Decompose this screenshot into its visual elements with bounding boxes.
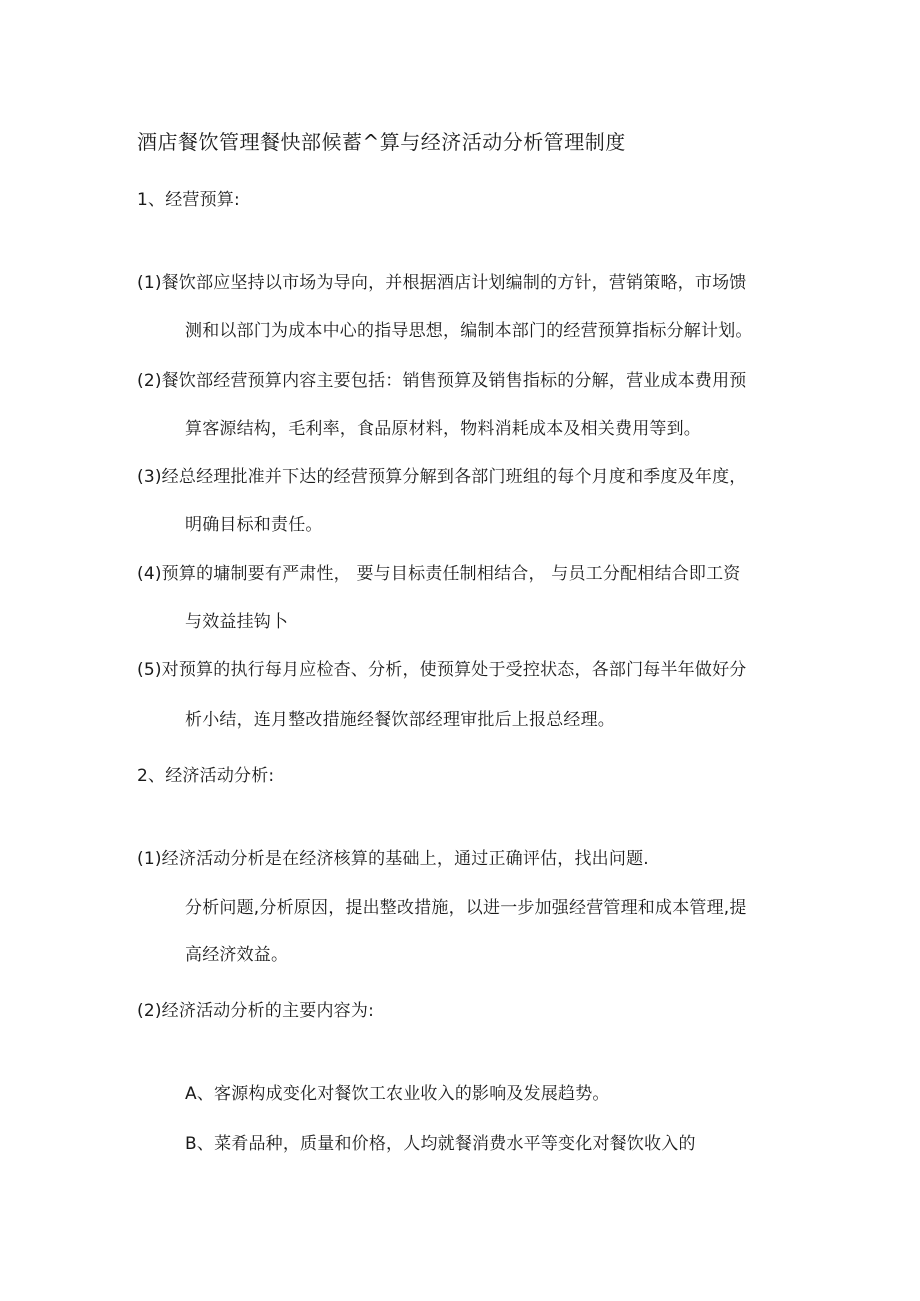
section-heading-budget: 1、经营预算: (137, 190, 240, 210)
paragraph-line: 高经济效益。 (185, 945, 289, 965)
paragraph-line: 分析问题,分析原因，提出整改措施，以进一步加强经营管理和成本管理,提 (185, 898, 747, 918)
list-item: A、客源构成变化对餐饮工农业收入的影响及发展趋势。 (185, 1084, 610, 1104)
list-item: B、菜肴品种，质量和价格，人均就餐消费水平等变化对餐饮收入的 (185, 1134, 696, 1154)
paragraph-line: (1)餐饮部应坚持以市场为导向，并根据酒店计划编制的方针，营销策略，市场馈 (137, 273, 747, 293)
section-heading-analysis: 2、经济活动分析: (137, 766, 275, 786)
paragraph-line: 测和以部门为成本中心的指导思想，编制本部门的经营预算指标分解计划。 (185, 321, 753, 341)
paragraph-line: 明确目标和责任。 (185, 515, 323, 535)
paragraph-line: (2)餐饮部经营预算内容主要包括：销售预算及销售指标的分解，营业成本费用预 (137, 371, 747, 391)
document-title: 酒店餐饮管理餐快部候蓄^算与经济活动分析管理制度 (137, 130, 626, 154)
paragraph-line: (2)经济活动分析的主要内容为: (137, 1001, 375, 1021)
paragraph-line: (3)经总经理批准并下达的经营预算分解到各部门班组的每个月度和季度及年度， (137, 467, 747, 487)
paragraph-line: 析小结，连月整改措施经餐饮部经理审批后上报总经理。 (185, 710, 615, 730)
paragraph-line: (5)对预算的执行每月应检杳、分析，使预算处于受控状态，各部门每半年做好分 (137, 660, 747, 680)
paragraph-line: 算客源结构，毛利率，食品原材料，物料消耗成本及相关费用等到。 (185, 419, 701, 439)
paragraph-line: (4)预算的墉制要有严肃性， 要与目标责任制相结合， 与员工分配相结合即工资 (137, 564, 741, 584)
paragraph-line: 与效益挂钩卜 (185, 612, 289, 632)
paragraph-line: (1)经济活动分析是在经济核算的基础上，通过正确评估，找出问题. (137, 849, 649, 869)
